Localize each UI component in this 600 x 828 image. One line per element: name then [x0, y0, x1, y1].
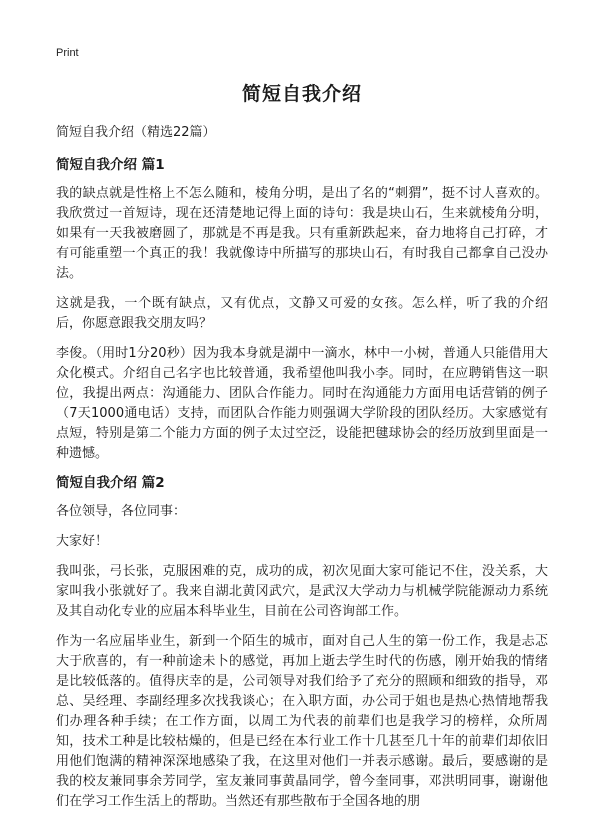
paragraph: 我叫张，弓长张，克服困难的克，成功的成，初次见面大家可能记不住，没关系，大家叫我小张就好了。我来自湖北黄冈武穴，是武汉大学动力与机械学院能源动力系统及其自动化专业的应届本科毕业生，目前在公司咨询部工作。 — [56, 564, 548, 619]
paragraph: 各位领导，各位同事： — [56, 504, 187, 519]
paragraph: 作为一名应届毕业生，新到一个陌生的城市，面对自己人生的第一份工作，我是忐忑大于欣喜的，有一种前途未卜的感觉，再加上逝去学生时代的伤感，刚开始我的情绪是比较低落的。值得庆幸的是，公司领导对我们给予了充分的照顾和细致的指导，邓总、吴经理、李副经理多次找我谈心；在入职方面，办公司于姐也是热心热情地帮我们办理各种手续；在工作方面，以周工为代表的前辈们也是我学习的榜样，众所周知，技术工种是比较枯燥的，但是已经在本行业工作十几甚至几十年的前辈们却依旧用他们饱满的精神深深地感染了我，在这里对他们一并表示感谢。最后，要感谢的是我的校友兼同事余芳同学，室友兼同事黄晶同学，曾今奎同事，邓洪明同事，谢谢他们在学习工作生活上的帮助。当然还有那些散布于全国各地的朋 — [56, 634, 548, 809]
paragraph: 李俊。（用时1分20秒）因为我本身就是湖中一滴水，林中一小树，普通人只能借用大众化模式。介绍自己名字也比较普通，我希望他叫我小李。同时，在应聘销售这一职位，我提出两点：沟通能力、团队合作能力。同时在沟通能力方面用电话营销的例子（7天1000通电话）支持，而团队合作能力则强调大学阶段的团队经历。大家感觉有点短，特别是第二个能力方面的例子太过空泛，设能把毽球协会的经历放到里面是一种遗憾。 — [56, 346, 548, 461]
section-heading: 简短自我介绍 篇2 — [56, 475, 165, 491]
section-heading: 简短自我介绍 篇1 — [56, 157, 165, 173]
print-label: Print — [56, 47, 79, 59]
document-title: 简短自我介绍 — [241, 83, 362, 105]
paragraph: 我的缺点就是性格上不怎么随和，棱角分明，是出了名的“刺猬”，挺不讨人喜欢的。我欣赏过一首短诗，现在还清楚地记得上面的诗句：我是块山石，生来就棱角分明，如果有一天我被磨圆了，那就是不再是我。只有重新跌起来，奋力地将自己打碎，才有可能重塑一个真正的我！我就像诗中所描写的那块山石，有时我自己都拿自己没办法。 — [56, 186, 548, 281]
document-subtitle: 简短自我介绍（精选22篇） — [56, 125, 216, 140]
paragraph: 大家好！ — [56, 534, 109, 549]
section-2 — [56, 474, 548, 812]
paragraph: 这就是我，一个既有缺点，又有优点，文静又可爱的女孩。怎么样，听了我的介绍后，你愿意跟我交朋友吗？ — [56, 296, 548, 331]
section-1 — [56, 156, 548, 464]
